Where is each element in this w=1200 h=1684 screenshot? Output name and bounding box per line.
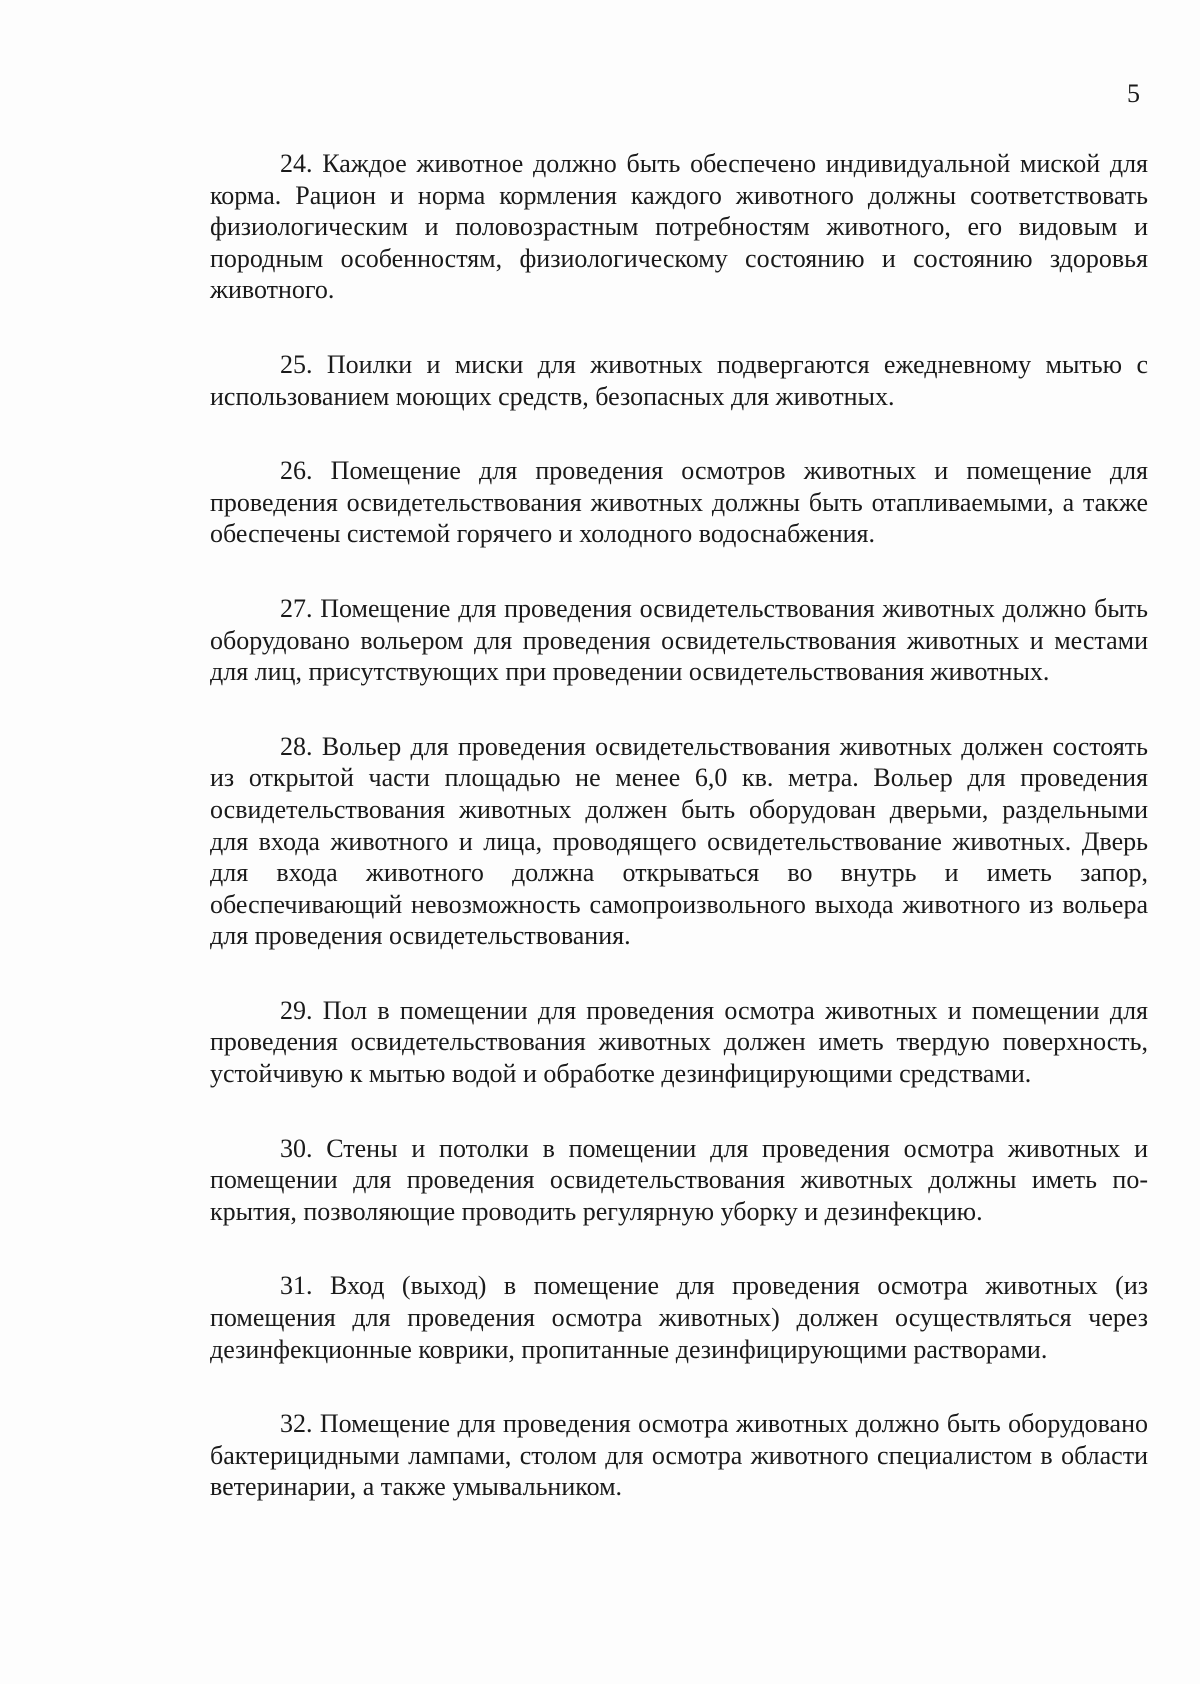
page-number: 5 (1127, 79, 1140, 108)
paragraph-number: 27. (280, 593, 313, 623)
paragraph-32 (210, 1408, 1148, 1503)
paragraph-24 (210, 148, 1148, 306)
paragraph-text: Вольер для проведения освидетельствования животных должен состоять из открытой части площадью не менее 6,0 кв. метра. Вольер для проведения освидетельствования животных должен быть оборудован дверьми, раздельными для входа животного и лица, проводящего освидетельствование животных. Дверь для входа животного должна открываться во внутрь и иметь запор, обеспечивающий невозможность самопроизвольного выхода животного из вольера для проведения освидетельствования. (210, 731, 1148, 951)
paragraph-29 (210, 995, 1148, 1090)
paragraph-number: 28. (280, 731, 313, 761)
paragraph-number: 24. (280, 149, 313, 178)
paragraph-30 (210, 1133, 1148, 1228)
paragraph-26 (210, 455, 1148, 550)
paragraph-text: Помещение для проведения осмотра животных должно быть оборудовано бактерицидными лампами, столом для осмотра животного специалистом в области ветеринарии, а также умывальником. (210, 1409, 1149, 1502)
document-body (210, 148, 1148, 1503)
paragraph-text: Помещение для проведения освидетельствования животных должно быть оборудовано вольером для проведения освидетельствования животных и местами для лиц, присутствующих при проведении освидетельствования животных. (210, 593, 1149, 687)
paragraph-28 (210, 731, 1148, 952)
paragraph-text: Каждое животное должно быть обеспечено индивидуальной миской для корма. Рацион и норма кормления каждого животного должны соответствовать физиологическим и половозрастным потребностям животного, его видовым и породным особенностям, физиологическому состоянию и состоянию здоровья животного. (210, 149, 1149, 305)
paragraph-text: Стены и потолки в помещении для проведения осмотра животных и помещении для проведения освидетельствования животных должны иметь покрытия, позволяющие проводить регулярную уборку и дезинфекцию. (210, 1133, 1148, 1226)
paragraph-31 (210, 1270, 1148, 1365)
paragraph-number: 25. (280, 349, 313, 379)
paragraph-number: 26. (280, 456, 313, 486)
paragraph-text: Пол в помещении для проведения осмотра животных и помещении для проведения освидетельствования животных должен иметь твердую поверхность, устойчивую к мытью водой и обработке дезинфицирующими средствами. (210, 995, 1148, 1089)
paragraph-text: Поилки и миски для животных подвергаются ежедневному мытью с использованием моющих средств, безопасных для животных. (210, 349, 1149, 411)
paragraph-text: Помещение для проведения осмотров животных и помещение для проведения освидетельствования животных должны быть отапливаемыми, а также обеспечены системой горячего и холодного водоснабжения. (210, 456, 1148, 549)
paragraph-number: 31. (280, 1271, 313, 1301)
paragraph-number: 29. (280, 995, 313, 1025)
paragraph-number: 30. (280, 1133, 313, 1163)
paragraph-number: 32. (280, 1409, 313, 1439)
paragraph-27 (210, 593, 1148, 688)
paragraph-25 (210, 349, 1148, 412)
paragraph-text: Вход (выход) в помещение для проведения осмотра животных (из помещения для проведения осмотра животных) должен осуществляться через дезинфекционные коврики, пропитанные дезинфицирующими растворами. (210, 1271, 1148, 1364)
